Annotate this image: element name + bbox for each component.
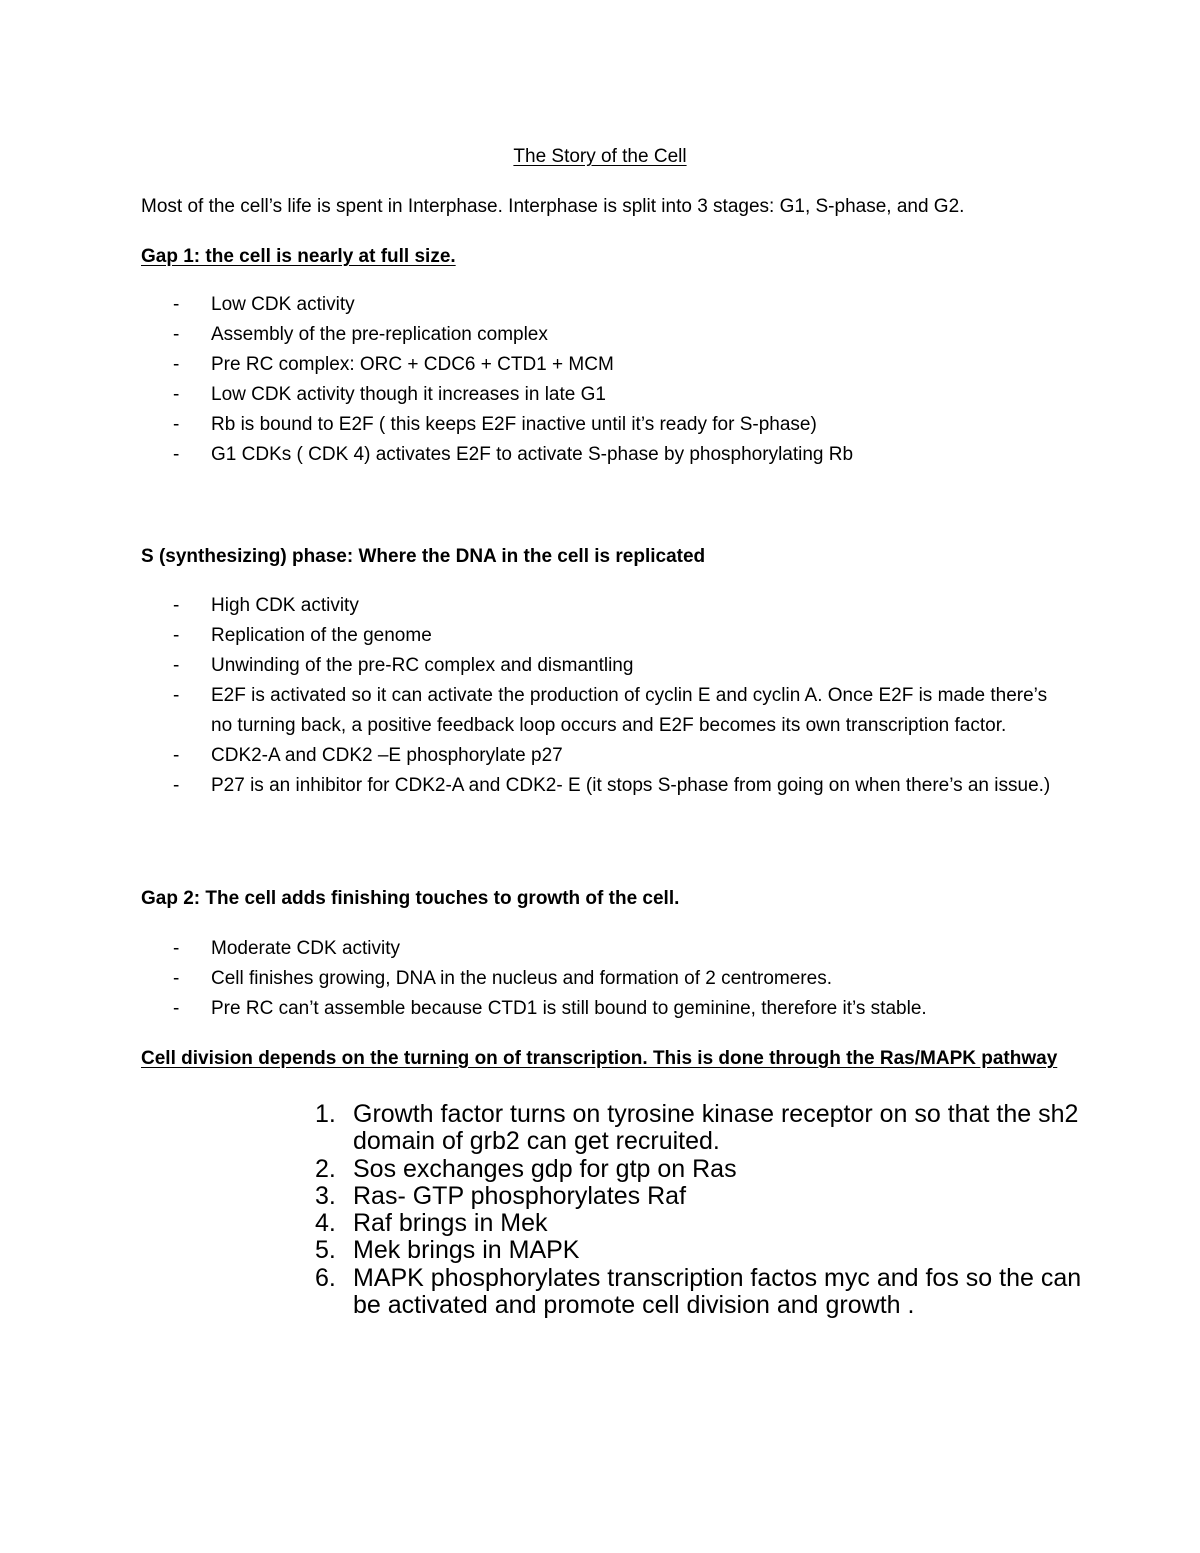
list-item [141, 621, 1071, 651]
list-item [310, 1156, 1110, 1183]
list-item [310, 1265, 1110, 1320]
step-number: 5. [315, 1236, 336, 1265]
dash-marker: - [173, 384, 180, 405]
list-item-text: Unwinding of the pre-RC complex and dismantling [211, 655, 634, 676]
list-item-text: G1 CDKs ( CDK 4) activates E2F to activate S-phase by phosphorylating Rb [211, 444, 854, 465]
list-item [141, 741, 1071, 771]
list-item [141, 964, 1071, 994]
list-item-text: Sos exchanges gdp for gtp on Ras [353, 1154, 737, 1183]
list-item [310, 1237, 1110, 1264]
list-item-text: Cell finishes growing, DNA in the nucleus and formation of 2 centromeres. [211, 968, 832, 989]
step-number: 1. [315, 1100, 336, 1128]
list-item [141, 290, 1071, 320]
dash-marker: - [173, 414, 180, 435]
list-item [310, 1210, 1110, 1237]
list-item-text: Raf brings in Mek [353, 1209, 548, 1238]
list-item-text: Low CDK activity [211, 294, 355, 315]
list-item [141, 320, 1071, 350]
gap1-heading: Gap 1: the cell is nearly at full size. [141, 246, 456, 267]
sphase-heading: S (synthesizing) phase: Where the DNA in the cell is replicated [141, 546, 706, 567]
list-item-text: CDK2-A and CDK2 –E phosphorylate p27 [211, 745, 563, 766]
list-item-text: High CDK activity [211, 595, 359, 616]
list-item-text: Moderate CDK activity [211, 938, 401, 959]
list-item [141, 410, 1071, 440]
gap2-heading: Gap 2: The cell adds finishing touches to growth of the cell. [141, 888, 680, 909]
pathway-steps-list [310, 1101, 1110, 1319]
intro-paragraph: Most of the cell’s life is spent in Interphase. Interphase is split into 3 stages: G1, S-phase, and G2. [141, 196, 965, 217]
list-item [141, 934, 1071, 964]
dash-marker: - [173, 998, 180, 1019]
list-item-text: Replication of the genome [211, 625, 432, 646]
list-item-text: Rb is bound to E2F ( this keeps E2F inactive until it’s ready for S-phase) [211, 414, 817, 435]
list-item [141, 380, 1071, 410]
dash-marker: - [173, 324, 180, 345]
list-item [141, 994, 1071, 1024]
division-heading: Cell division depends on the turning on of transcription. This is done through the Ras/MAPK pathway [141, 1048, 1058, 1069]
list-item-text: Mek brings in MAPK [353, 1236, 580, 1265]
list-item [141, 681, 1071, 741]
page-title: The Story of the Cell [513, 146, 687, 167]
dash-marker: - [173, 968, 180, 989]
step-number: 4. [315, 1209, 336, 1238]
dash-marker: - [173, 775, 180, 796]
list-item-text: Low CDK activity though it increases in late G1 [211, 384, 606, 405]
dash-marker: - [173, 444, 180, 465]
list-item-text: E2F is activated so it can activate the production of cyclin E and cyclin A. Once E2F is made there’s no turning back, a positive feedback loop occurs and E2F becomes its own transcription factor. [211, 685, 1048, 736]
list-item-text: Pre RC complex: ORC + CDC6 + CTD1 + MCM [211, 354, 614, 375]
list-item-text: Assembly of the pre-replication complex [211, 324, 548, 345]
list-item [310, 1183, 1110, 1210]
dash-marker: - [173, 354, 180, 375]
gap2-list [141, 934, 1071, 1024]
step-number: 2. [315, 1154, 336, 1183]
dash-marker: - [173, 745, 180, 766]
list-item [141, 651, 1071, 681]
dash-marker: - [173, 938, 180, 959]
dash-marker: - [173, 655, 180, 676]
list-item-text: P27 is an inhibitor for CDK2-A and CDK2- E (it stops S-phase from going on when there’s an issue.) [211, 775, 1051, 796]
list-item [141, 350, 1071, 380]
list-item-text: MAPK phosphorylates transcription factos myc and fos so the can be activated and promote cell division and growth . [353, 1263, 1082, 1320]
list-item-text: Growth factor turns on tyrosine kinase receptor on so that the sh2 domain of grb2 can get recruited. [353, 1100, 1079, 1156]
list-item [141, 591, 1071, 621]
list-item [141, 771, 1071, 801]
step-number: 3. [315, 1181, 336, 1210]
list-item [310, 1101, 1110, 1156]
dash-marker: - [173, 685, 180, 706]
gap1-list [141, 290, 1071, 470]
list-item [141, 440, 1071, 470]
dash-marker: - [173, 625, 180, 646]
dash-marker: - [173, 595, 180, 616]
list-item-text: Ras- GTP phosphorylates Raf [353, 1181, 687, 1210]
list-item-text: Pre RC can’t assemble because CTD1 is still bound to geminine, therefore it’s stable. [211, 998, 927, 1019]
sphase-list [141, 591, 1071, 801]
dash-marker: - [173, 294, 180, 315]
step-number: 6. [315, 1263, 336, 1292]
